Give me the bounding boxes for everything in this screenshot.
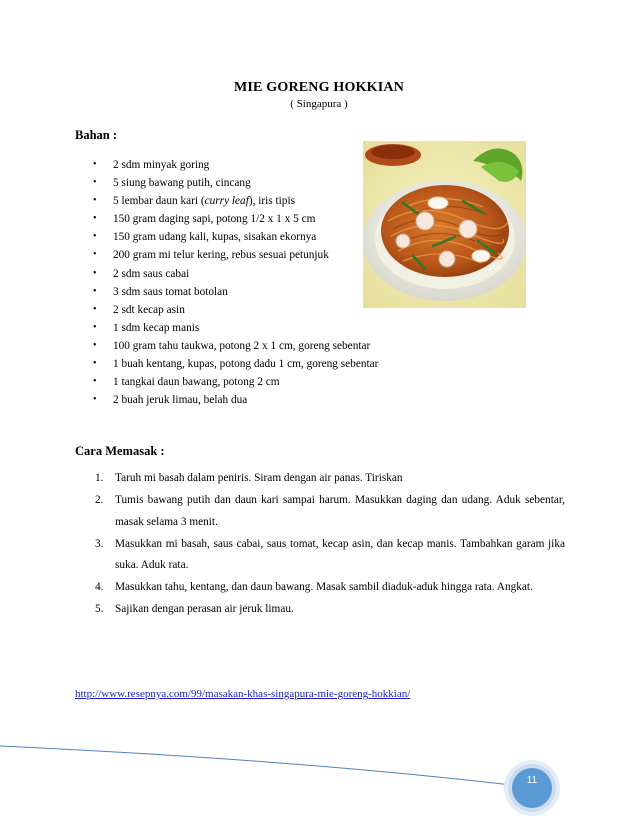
method-step (95, 490, 565, 533)
bullet-icon: • (93, 231, 97, 243)
step-number: 3. (95, 537, 104, 550)
ingredient-item (93, 337, 378, 355)
ingredient-text: 5 siung bawang putih, cincang (113, 177, 251, 190)
step-text: Masukkan mi basah, saus cabai, saus tomat, kecap asin, dan kecap manis. Tambahkan garam jika suka. Aduk rata. (115, 537, 565, 571)
ingredient-item (93, 210, 378, 228)
footer-curve-line (0, 746, 520, 786)
bullet-icon: • (93, 376, 97, 388)
ingredient-text: 150 gram daging sapi, potong 1/2 x 1 x 5 cm (113, 213, 316, 226)
ingredient-item (93, 301, 378, 319)
ingredient-item (93, 228, 378, 246)
bullet-icon: • (93, 267, 97, 279)
ingredient-item (93, 391, 378, 409)
ingredient-item (93, 373, 378, 391)
bullet-icon: • (93, 321, 97, 333)
ingredient-text: 200 gram mi telur kering, rebus sesuai petunjuk (113, 249, 329, 262)
bullet-icon: • (93, 213, 97, 225)
bullet-icon: • (93, 159, 97, 170)
step-number: 4. (95, 581, 104, 593)
step-number: 5. (95, 603, 104, 615)
bullet-icon: • (93, 339, 97, 351)
bullet-icon: • (93, 285, 97, 297)
ingredients-heading: Bahan : (75, 128, 118, 142)
recipe-title: MIE GORENG HOKKIAN (233, 80, 405, 95)
ingredient-text: 2 buah jeruk limau, belah dua (113, 394, 248, 407)
step-text: Masukkan tahu, kentang, dan daun bawang. Masak sambil diaduk-aduk hingga rata. Angkat. (115, 581, 533, 593)
bullet-icon: • (93, 249, 97, 261)
ingredient-text: 5 lembar daun kari ( (113, 195, 205, 208)
ingredient-item (93, 246, 378, 264)
ingredient-item (93, 319, 378, 337)
ingredient-text: 2 sdm minyak goring (113, 159, 210, 171)
ingredient-item (93, 174, 378, 192)
bullet-icon: • (93, 195, 97, 207)
ingredient-item (93, 156, 378, 174)
bullet-icon: • (93, 394, 97, 406)
ingredient-item (93, 283, 378, 301)
page-number: 11 (526, 775, 538, 786)
page-number-circle (512, 768, 552, 808)
step-text: Tumis bawang putih dan daun kari sampai harum. Masukkan daging dan udang. Aduk sebentar, masak selama 3 menit. (115, 494, 565, 528)
method-step (95, 599, 565, 621)
ingredient-italic-term: curry leaf (204, 195, 249, 208)
ingredient-text: 100 gram tahu taukwa, potong 2 x 1 cm, goreng sebentar (113, 339, 371, 352)
ingredient-text: ), iris tipis (248, 195, 295, 208)
method-step (95, 468, 565, 490)
ingredient-text: 150 gram udang kali, kupas, sisakan ekornya (113, 231, 317, 244)
ingredient-text: 1 buah kentang, kupas, potong dadu 1 cm, goreng sebentar (113, 358, 379, 371)
step-text: Taruh mi basah dalam peniris. Siram dengan air panas. Tiriskan (115, 472, 403, 484)
method-step-list (95, 468, 565, 621)
step-number: 2. (95, 494, 104, 506)
bullet-icon: • (93, 177, 97, 189)
bullet-icon: • (93, 303, 97, 315)
method-heading: Cara Memasak : (75, 444, 165, 458)
ingredient-text: 1 sdm kecap manis (113, 321, 200, 334)
page-footer-decoration (0, 720, 638, 826)
ingredient-text: 1 tangkai daun bawang, potong 2 cm (113, 376, 280, 389)
bullet-icon: • (93, 358, 97, 370)
recipe-subtitle: ( Singapura ) (290, 98, 348, 110)
ingredient-text: 2 sdt kecap asin (113, 303, 185, 316)
ingredient-text: 3 sdm saus tomat botolan (113, 285, 228, 298)
mie-goreng-photo (363, 141, 526, 308)
method-step (95, 534, 565, 577)
ingredient-item (93, 265, 378, 283)
method-step (95, 577, 565, 599)
ingredient-item (93, 192, 378, 210)
step-number: 1. (95, 472, 104, 484)
step-text: Sajikan dengan perasan air jeruk limau. (115, 603, 294, 615)
source-link[interactable]: http://www.resepnya.com/99/masakan-khas-singapura-mie-goreng-hokkian/ (75, 688, 411, 700)
ingredient-list (93, 156, 378, 409)
ingredient-text: 2 sdm saus cabai (113, 267, 190, 280)
ingredient-item (93, 355, 378, 373)
